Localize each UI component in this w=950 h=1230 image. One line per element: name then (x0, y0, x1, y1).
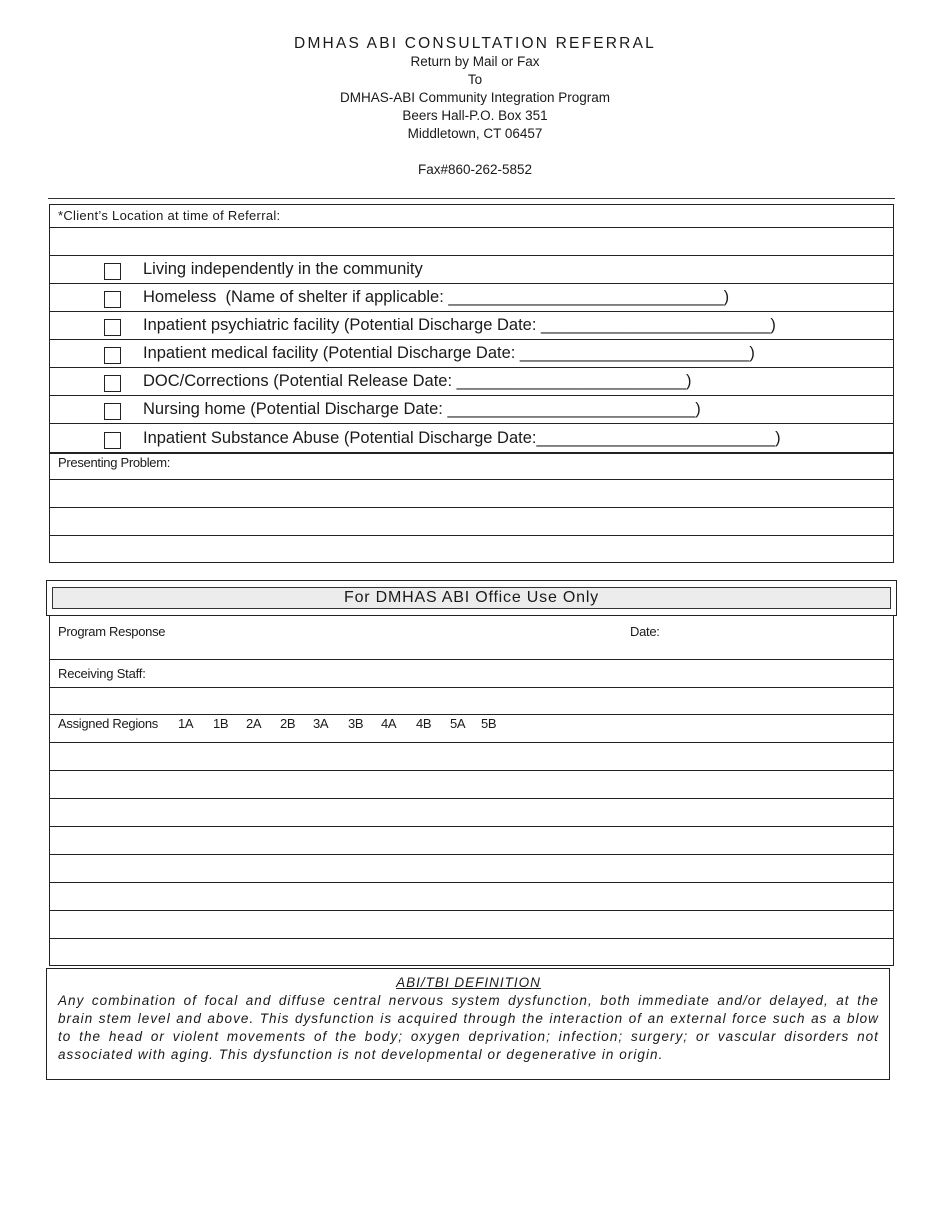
client-location-blank-row[interactable] (50, 227, 893, 255)
receiving-staff-label: Receiving Staff: (58, 666, 146, 681)
region-option[interactable]: 2A (246, 716, 262, 731)
option-label: Inpatient psychiatric facility (Potential Discharge Date: _________________________) (143, 316, 776, 334)
region-option[interactable]: 5A (450, 716, 466, 731)
region-option[interactable]: 1A (178, 716, 194, 731)
blank-line[interactable] (50, 938, 893, 965)
presenting-problem-label: Presenting Problem: (50, 453, 893, 479)
presenting-problem-line[interactable] (50, 507, 893, 535)
presenting-problem-line[interactable] (50, 479, 893, 507)
option-inpatient-medical[interactable] (50, 339, 893, 367)
blank-line[interactable] (50, 770, 893, 798)
checkbox[interactable] (104, 375, 121, 392)
blank-line[interactable] (50, 826, 893, 854)
definition-text: Any combination of focal and diffuse central nervous system dysfunction, both immediate and/or delayed, at the brain stem level and above. This dysfunction is acquired through the interaction of an external force such as a blow to the head or violent movements of the body; oxygen deprivation; infection; surgery; or vascular disorders not associated with aging. This dysfunction is not developmental or degenerative in origin. (58, 993, 879, 1062)
region-option[interactable]: 3A (313, 716, 329, 731)
option-inpatient-psychiatric[interactable] (50, 311, 893, 339)
region-option[interactable]: 1B (213, 716, 229, 731)
program-response-row[interactable] (50, 616, 893, 659)
option-label: Inpatient medical facility (Potential Discharge Date: _________________________) (143, 344, 755, 362)
office-use-section (49, 616, 894, 966)
checkbox[interactable] (104, 263, 121, 280)
blank-line[interactable] (50, 854, 893, 882)
receiving-staff-row[interactable] (50, 659, 893, 687)
client-location-label: *Client’s Location at time of Referral: (58, 208, 281, 223)
blank-line[interactable] (50, 798, 893, 826)
region-option[interactable]: 5B (481, 716, 497, 731)
checkbox[interactable] (104, 403, 121, 420)
office-use-banner (46, 580, 897, 616)
region-option[interactable]: 4B (416, 716, 432, 731)
blank-line[interactable] (50, 882, 893, 910)
date-label: Date: (630, 624, 660, 639)
checkbox[interactable] (104, 432, 121, 449)
option-label: DOC/Corrections (Potential Release Date: _________________________) (143, 372, 692, 390)
blank-line[interactable] (50, 687, 893, 714)
program-name: DMHAS-ABI Community Integration Program (339, 90, 611, 105)
return-instruction: Return by Mail or Fax (410, 54, 540, 69)
checkbox[interactable] (104, 319, 121, 336)
option-inpatient-substance-abuse[interactable] (50, 423, 893, 453)
presenting-problem-line[interactable] (50, 535, 893, 562)
form-header (0, 34, 950, 179)
header-divider (48, 198, 895, 199)
region-option[interactable]: 2B (280, 716, 296, 731)
region-option[interactable]: 4A (381, 716, 397, 731)
program-response-label: Program Response (58, 624, 166, 639)
return-to: To (467, 72, 483, 87)
address-line: Beers Hall-P.O. Box 351 (402, 108, 548, 123)
option-homeless[interactable] (50, 283, 893, 311)
office-use-title: For DMHAS ABI Office Use Only (52, 587, 891, 609)
option-doc-corrections[interactable] (50, 367, 893, 395)
region-option[interactable]: 3B (348, 716, 364, 731)
option-label: Inpatient Substance Abuse (Potential Discharge Date:__________________________) (143, 428, 781, 447)
option-label: Nursing home (Potential Discharge Date: ___________________________) (143, 400, 701, 418)
checkbox[interactable] (104, 291, 121, 308)
city-state-zip: Middletown, CT 06457 (407, 126, 543, 141)
form-title: DMHAS ABI CONSULTATION REFERRAL (294, 35, 656, 52)
assigned-regions-label: Assigned Regions (58, 716, 158, 731)
assigned-regions-row (50, 714, 893, 742)
blank-line[interactable] (50, 910, 893, 938)
blank-line[interactable] (50, 742, 893, 770)
option-label: Living independently in the community (143, 260, 423, 278)
definition-title: ABI/TBI DEFINITION (396, 975, 541, 990)
option-label: Homeless (Name of shelter if applicable: ______________________________) (143, 288, 730, 306)
abi-tbi-definition-box (46, 968, 890, 1080)
checkbox[interactable] (104, 347, 121, 364)
option-nursing-home[interactable] (50, 395, 893, 423)
fax-number: Fax#860-262-5852 (417, 162, 533, 177)
option-living-independently[interactable] (50, 255, 893, 283)
client-location-section (49, 204, 894, 563)
